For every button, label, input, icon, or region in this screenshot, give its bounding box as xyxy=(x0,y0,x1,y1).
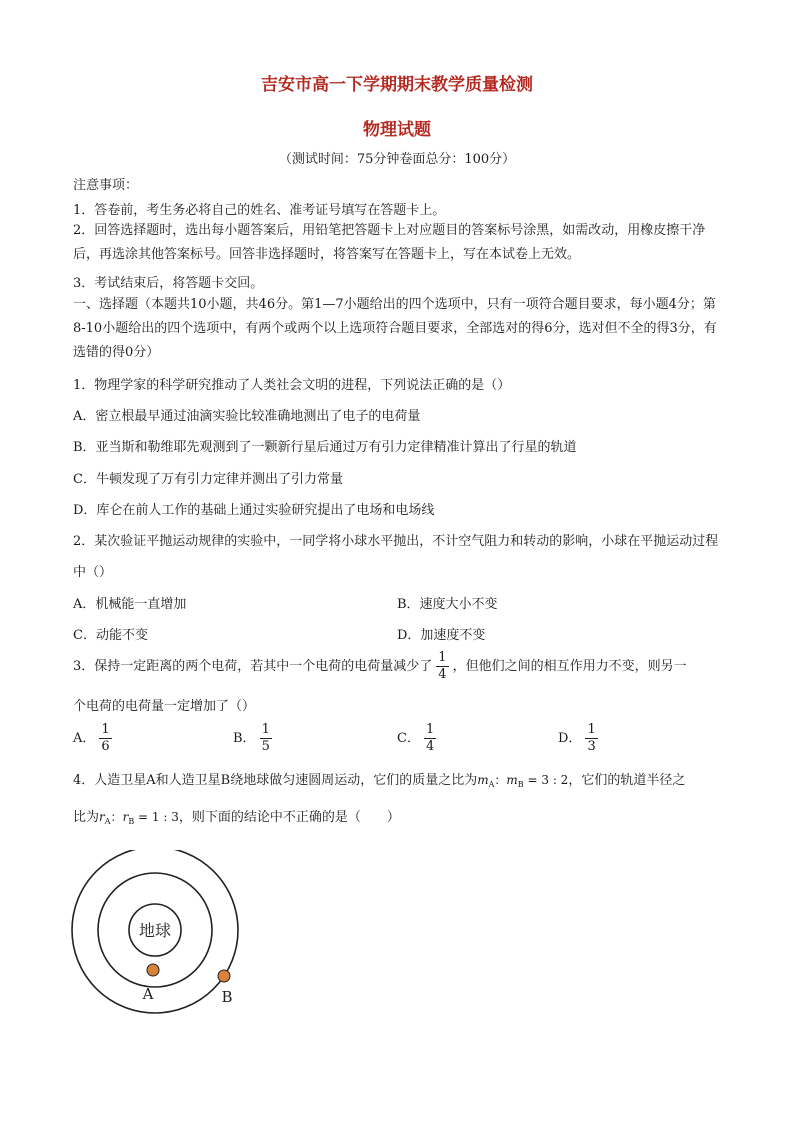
satellite-a xyxy=(147,964,159,976)
q2-option-a: A．机械能一直增加 xyxy=(73,597,187,612)
q3-option-b-num: 1 xyxy=(261,722,270,737)
q3-stem-line1 xyxy=(73,650,687,683)
q3-frac-num: 1 xyxy=(438,650,447,665)
q3-frac-den: 4 xyxy=(438,667,447,682)
q3-option-a-den: 6 xyxy=(101,739,110,754)
q4-mass-m1: m xyxy=(477,773,489,787)
earth-label: 地球 xyxy=(138,921,172,940)
subject-title: 物理试题 xyxy=(363,120,431,140)
q1-option-c: C．牛顿发现了万有引力定律并测出了引力常量 xyxy=(73,472,343,487)
q4-radius-sub-b: B xyxy=(128,817,135,826)
q4-stem-line2-start: 比为 xyxy=(73,810,100,825)
q3-stem-line2: 个电荷的电荷量一定增加了（） xyxy=(73,699,256,714)
notice-heading: 注意事项： xyxy=(73,178,139,193)
q4-mass-sub-a: A xyxy=(488,780,495,789)
exam-title: 吉安市高一下学期期末教学质量检测 xyxy=(261,75,533,95)
q3-option-c xyxy=(397,722,440,755)
q1-stem: 1．物理学家的科学研究推动了人类社会文明的进程，下列说法正确的是（） xyxy=(73,378,511,393)
q1-option-d: D．库仑在前人工作的基础上通过实验研究提出了电场和电场线 xyxy=(73,503,435,518)
q3-option-d xyxy=(558,722,602,755)
q3-option-a-fraction xyxy=(99,722,111,755)
notice-item-3: 3．考试结束后，将答题卡交回。 xyxy=(73,276,264,291)
q3-option-d-fraction xyxy=(585,722,597,755)
q3-option-c-num: 1 xyxy=(425,722,435,737)
satellite-b-label: B xyxy=(221,988,233,1006)
exam-info: （测试时间：75分钟卷面总分：100分） xyxy=(278,152,516,167)
q4-stem-line2-end: ，则下面的结论中不正确的是（ ） xyxy=(178,810,400,825)
q3-stem-before: 3．保持一定距离的两个电荷，若其中一个电荷的电荷量减少了 xyxy=(73,659,433,674)
q4-radius-r2: r xyxy=(122,810,129,824)
q3-option-b-label: B． xyxy=(233,731,256,746)
section-heading: 一、选择题（本题共10小题，共46分。第1—7小题给出的四个选项中，只有一项符合题目要求，每小题4分；第8-10小题给出的四个选项中，有两个或两个以上选项符合题目要求，全部选对的得6分，选对但不全的得3分，有选错的得0分） xyxy=(73,297,717,360)
q4-radius-value: = 1 : 3 xyxy=(134,810,179,824)
q3-option-c-label: C． xyxy=(397,731,420,746)
q4-radius-ratio xyxy=(99,810,179,824)
q4-stem-line1 xyxy=(73,769,685,789)
satellite-a-label: A xyxy=(142,985,154,1003)
notice-item-1: 1．答卷前，考生务必将自己的姓名、准考证号填写在答题卡上。 xyxy=(73,203,446,218)
q3-option-b xyxy=(233,722,276,755)
q4-mass-sub-b: B xyxy=(517,780,524,789)
q2-option-c: C．动能不变 xyxy=(73,628,148,643)
q2-option-b: B．速度大小不变 xyxy=(397,597,498,612)
q4-mass-m2: m xyxy=(506,773,518,787)
q4-mass-ratio xyxy=(477,773,568,787)
q3-option-d-label: D． xyxy=(558,731,582,746)
notice-item-2: 2．回答选择题时，选出每小题答案后，用铅笔把答题卡上对应题目的答案标号涂黑，如需改动，用橡皮擦干净后，再选涂其他答案标号。回答非选择题时，将答案写在答题卡上，写在本试卷上无效。 xyxy=(73,223,706,262)
q4-radius-r1: r xyxy=(99,810,105,824)
q3-option-c-fraction xyxy=(424,722,436,755)
q4-stem-line2 xyxy=(73,806,400,826)
q3-option-b-den: 5 xyxy=(261,739,270,754)
q3-option-a-label: A． xyxy=(73,731,96,746)
q4-mass-value: = 3 : 2 xyxy=(523,773,569,787)
q2-stem: 2．某次验证平抛运动规律的实验中，一同学将小球水平抛出，不计空气阻力和转动的影响，小球在平抛运动过程中（） xyxy=(73,534,719,580)
q1-option-a: A．密立根最早通过油滴实验比较准确地测出了电子的电荷量 xyxy=(73,409,421,424)
q3-option-d-num: 1 xyxy=(587,722,596,737)
q3-option-c-den: 4 xyxy=(425,739,435,754)
q4-radius-sep: ： xyxy=(110,810,123,824)
satellite-b xyxy=(218,970,230,982)
q4-radius-sub-a: A xyxy=(104,817,111,826)
q3-stem-after: ，但他们之间的相互作用力不变，则另一 xyxy=(452,659,687,674)
q3-stem-fraction xyxy=(436,650,448,683)
q2-option-d: D．加速度不变 xyxy=(397,628,486,643)
q1-option-b: B．亚当斯和勒维耶先观测到了一颗新行星后通过万有引力定律精准计算出了行星的轨道 xyxy=(73,440,577,455)
q3-option-b-fraction xyxy=(260,722,272,755)
q3-option-d-den: 3 xyxy=(587,739,596,754)
q3-option-a-num: 1 xyxy=(101,722,110,737)
orbit-diagram xyxy=(65,850,255,1020)
q4-mass-sep: ： xyxy=(494,773,507,787)
q4-stem-line1-end: ，它们的轨道半径之 xyxy=(568,773,686,788)
q4-stem-line1-text: 4．人造卫星A和人造卫星B绕地球做匀速圆周运动，它们的质量之比为 xyxy=(73,773,478,788)
q3-option-a xyxy=(73,722,116,755)
